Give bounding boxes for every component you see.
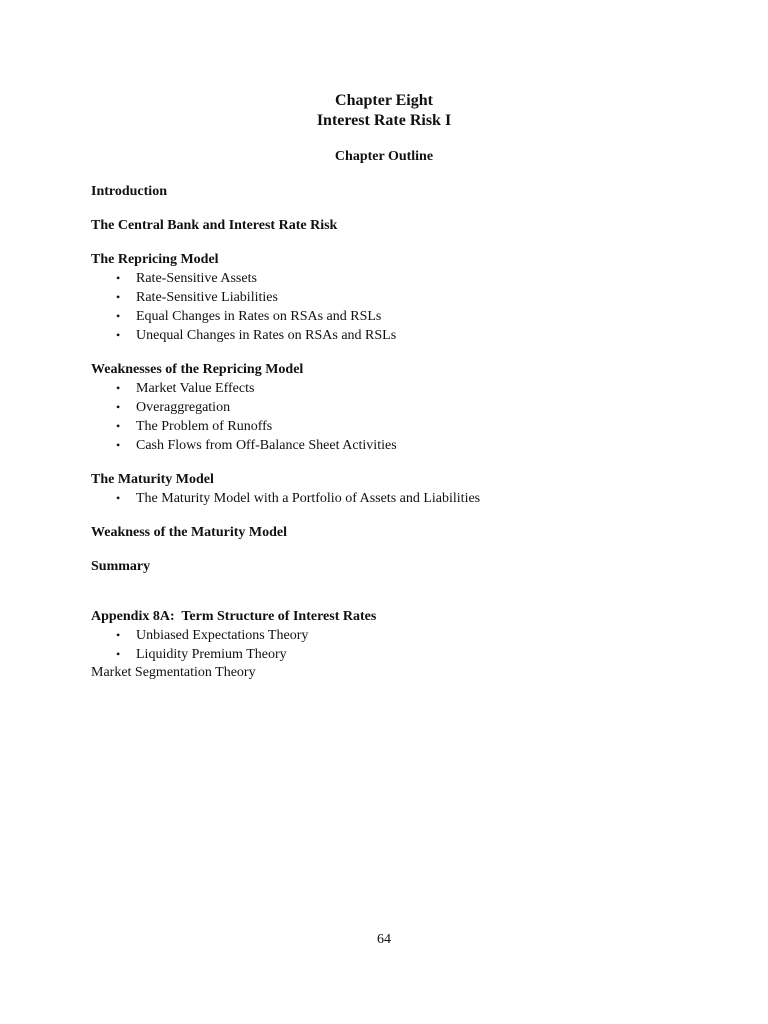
- appendix-heading: Appendix 8A: Term Structure of Interest Rates: [91, 609, 377, 624]
- bullet-icon: •: [116, 438, 121, 452]
- bullet-list: [91, 269, 691, 345]
- bullet-icon: •: [116, 381, 121, 395]
- outline-section: [91, 361, 691, 455]
- list-item-text: Overaggregation: [136, 400, 231, 415]
- chapter-title: [0, 91, 768, 131]
- bullet-icon: •: [116, 309, 121, 323]
- list-item-text: Cash Flows from Off-Balance Sheet Activities: [136, 438, 397, 453]
- list-item-text: The Maturity Model with a Portfolio of Assets and Liabilities: [136, 491, 481, 506]
- list-item-text: Market Value Effects: [136, 381, 255, 396]
- chapter-number: Chapter Eight: [335, 92, 433, 109]
- bullet-icon: •: [116, 271, 121, 285]
- list-item-text: Rate-Sensitive Liabilities: [136, 290, 278, 305]
- bullet-icon: •: [116, 491, 121, 505]
- bullet-icon: •: [116, 400, 121, 414]
- list-item: [91, 326, 691, 345]
- list-item-text: Unequal Changes in Rates on RSAs and RSLs: [136, 328, 397, 343]
- list-item: [91, 398, 691, 417]
- outline-section: [91, 471, 691, 508]
- list-item: [91, 417, 691, 436]
- section-heading: Introduction: [91, 184, 167, 199]
- list-item: [91, 307, 691, 326]
- appendix-trailing-line: Market Segmentation Theory: [91, 665, 256, 680]
- bullet-icon: •: [116, 628, 121, 642]
- section-heading: Weakness of the Maturity Model: [91, 525, 287, 540]
- list-item: [91, 645, 691, 664]
- chapter-name: Interest Rate Risk I: [316, 112, 452, 129]
- section-heading: The Repricing Model: [91, 252, 219, 267]
- bullet-icon: •: [116, 328, 121, 342]
- list-item-text: Equal Changes in Rates on RSAs and RSLs: [136, 309, 382, 324]
- section-heading: The Central Bank and Interest Rate Risk: [91, 218, 338, 233]
- outline-section: [91, 558, 691, 576]
- bullet-icon: •: [116, 290, 121, 304]
- section-heading: The Maturity Model: [91, 472, 214, 487]
- appendix-section: [91, 608, 691, 682]
- list-item: [91, 269, 691, 288]
- outline-section: [91, 217, 691, 235]
- list-item-text: Liquidity Premium Theory: [136, 647, 287, 662]
- outline-section: [91, 251, 691, 345]
- bullet-icon: •: [116, 647, 121, 661]
- bullet-icon: •: [116, 419, 121, 433]
- list-item-text: Rate-Sensitive Assets: [136, 271, 257, 286]
- section-heading: Summary: [91, 559, 151, 574]
- spacer: [91, 592, 691, 608]
- section-heading: Weaknesses of the Repricing Model: [91, 362, 304, 377]
- outline-content: [91, 183, 691, 698]
- list-item-text: Unbiased Expectations Theory: [136, 628, 309, 643]
- list-item: [91, 489, 691, 508]
- bullet-list: [91, 379, 691, 455]
- list-item: [91, 379, 691, 398]
- list-item-text: The Problem of Runoffs: [136, 419, 273, 434]
- outline-section: [91, 524, 691, 542]
- page-number: 64: [377, 932, 391, 947]
- bullet-list: [91, 626, 691, 664]
- list-item: [91, 288, 691, 307]
- list-item: [91, 436, 691, 455]
- chapter-outline-heading: Chapter Outline: [334, 149, 434, 164]
- bullet-list: [91, 489, 691, 508]
- outline-section: [91, 183, 691, 201]
- list-item: [91, 626, 691, 645]
